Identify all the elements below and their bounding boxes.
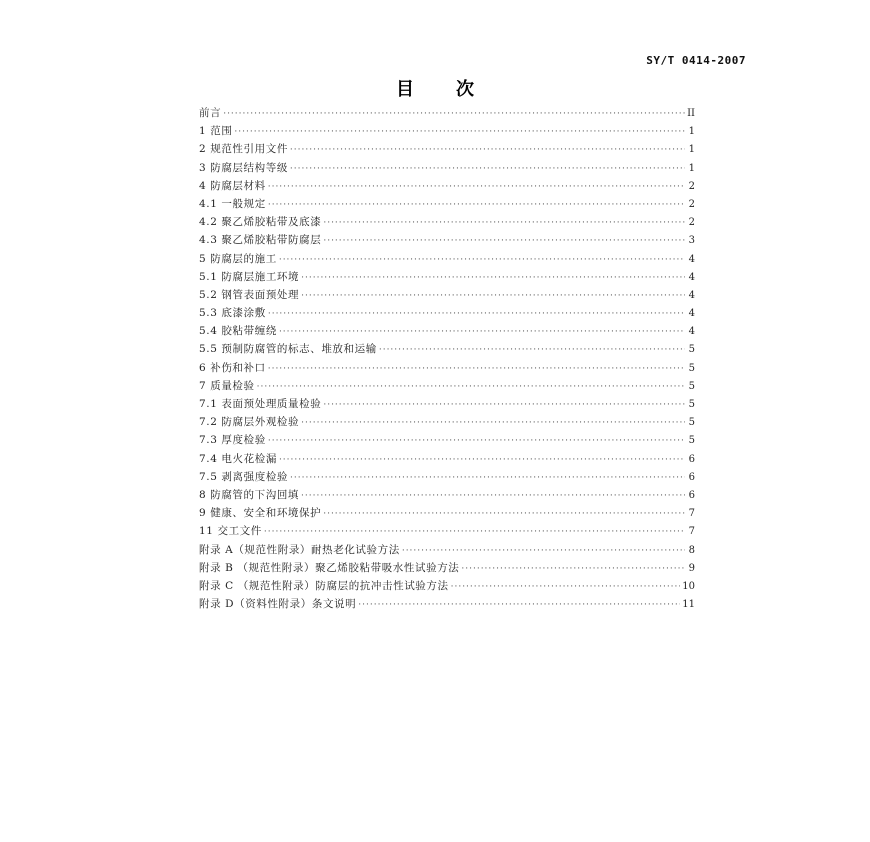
toc-entry (199, 340, 695, 358)
toc-entry-label: 8 防腐管的下沟回填 (199, 488, 300, 501)
toc-entry-page: II (687, 108, 695, 119)
toc-title-char-1: 目 (396, 79, 414, 100)
toc-entry (199, 250, 695, 268)
toc-entry (199, 504, 695, 522)
toc-dot-leader (279, 251, 685, 269)
toc-dot-leader (323, 396, 685, 414)
toc-entry-label: 附录 A（规范性附录）耐热老化试验方法 (199, 543, 400, 556)
toc-entry-page: 4 (688, 308, 695, 320)
toc-dot-leader (279, 323, 685, 341)
toc-entry (199, 231, 695, 249)
toc-entry (199, 140, 695, 158)
toc-entry-label: 附录 B （规范性附录）聚乙烯胶粘带吸水性试验方法 (199, 561, 460, 574)
toc-entry-label: 4.2 聚乙烯胶粘带及底漆 (199, 216, 322, 229)
toc-entry-page: 3 (688, 235, 695, 247)
toc-entry-label: 7.4 电火花检漏 (199, 452, 277, 465)
toc-entry-page: 4 (688, 326, 695, 338)
toc-entry-label: 2 规范性引用文件 (199, 143, 288, 156)
toc-dot-leader (358, 596, 680, 614)
toc-entry (199, 177, 695, 195)
toc-entry-page: 10 (682, 580, 695, 592)
toc-entry (199, 431, 695, 449)
toc-entry-page: 8 (688, 544, 695, 556)
toc-entry (199, 486, 695, 504)
toc-entry-page: 1 (688, 126, 695, 138)
toc-entry-label: 11 交工文件 (199, 525, 262, 538)
toc-entry-page: 4 (688, 253, 695, 265)
toc-entry-page: 11 (682, 599, 695, 611)
toc-dot-leader (264, 523, 685, 541)
toc-title-char-2: 次 (456, 79, 474, 100)
toc-entry-label: 4 防腐层材料 (199, 179, 266, 192)
toc-entry (199, 159, 695, 177)
toc-entry-label: 5.4 胶粘带缠绕 (199, 325, 277, 338)
toc-entry-page: 5 (688, 399, 695, 410)
toc-dot-leader (268, 178, 685, 196)
toc-entry-label: 附录 D（资料性附录）条文说明 (199, 598, 357, 611)
toc-dot-leader (379, 341, 685, 359)
toc-entry (199, 104, 695, 122)
toc-entry-label: 9 健康、安全和环境保护 (199, 507, 322, 520)
toc-entry-page: 2 (688, 217, 695, 229)
toc-dot-leader (301, 269, 685, 287)
toc-entry-page: 5 (688, 344, 695, 356)
toc-entry (199, 395, 695, 413)
toc-dot-leader (301, 287, 685, 305)
toc-entry-label: 5.2 钢管表面预处理 (199, 288, 300, 301)
toc-entry (199, 413, 695, 431)
toc-entry (199, 322, 695, 340)
toc-entry (199, 122, 695, 140)
toc-entry-page: 7 (688, 508, 695, 520)
toc-entry-label: 1 范围 (199, 125, 233, 138)
toc-dot-leader (268, 360, 685, 378)
toc-entry (199, 541, 695, 559)
toc-entry-page: 6 (688, 453, 695, 465)
toc-entry-label: 4.3 聚乙烯胶粘带防腐层 (199, 234, 322, 247)
toc-dot-leader (279, 451, 685, 469)
toc-entry-page: 5 (688, 417, 695, 429)
toc-dot-leader (268, 432, 685, 450)
toc-entry-page: 9 (688, 562, 695, 574)
toc-entry (199, 213, 695, 231)
toc-entry (199, 359, 695, 377)
toc-entry-label: 7.1 表面预处理质量检验 (199, 398, 322, 410)
toc-dot-leader (323, 505, 685, 523)
toc-dot-leader (257, 378, 685, 396)
toc-dot-leader (301, 414, 685, 432)
toc-entry-page: 2 (688, 180, 695, 192)
toc-entry (199, 195, 695, 213)
standard-code: SY/T 0414-2007 (646, 54, 746, 67)
toc-entry-label: 前言 (199, 107, 222, 119)
toc-entry (199, 268, 695, 286)
toc-entry-page: 1 (688, 162, 695, 174)
toc-entry (199, 522, 695, 540)
toc-dot-leader (301, 487, 685, 505)
toc-entry-page: 2 (688, 198, 695, 210)
toc-dot-leader (290, 469, 685, 487)
toc-entry (199, 577, 695, 595)
toc-dot-leader (234, 123, 685, 141)
toc-dot-leader (402, 542, 685, 560)
toc-entry-label: 5.5 预制防腐管的标志、堆放和运输 (199, 343, 377, 356)
toc-entry-label: 7 质量检验 (199, 379, 255, 392)
toc-entry-label: 7.2 防腐层外观检验 (199, 416, 300, 429)
toc-entry-page: 1 (688, 144, 695, 156)
toc-dot-leader (268, 196, 685, 214)
toc-dot-leader (323, 214, 685, 232)
toc-entry-label: 7.3 厚度检验 (199, 434, 266, 447)
toc-entry (199, 595, 695, 613)
toc-dot-leader (223, 105, 685, 123)
toc-entry-label: 附录 C （规范性附录）防腐层的抗冲击性试验方法 (199, 579, 449, 592)
toc-entry-label: 5.3 底漆涂敷 (199, 307, 266, 320)
toc-entry-page: 4 (688, 289, 695, 301)
toc-dot-leader (451, 578, 681, 596)
toc-entry-page: 5 (688, 380, 695, 392)
toc-title (0, 75, 870, 101)
toc-dot-leader (461, 560, 685, 578)
toc-entry-page: 6 (688, 489, 695, 501)
toc-entry (199, 304, 695, 322)
toc-entry-label: 4.1 一般规定 (199, 197, 266, 210)
toc-entry-label: 5.1 防腐层施工环境 (199, 270, 300, 283)
toc-entry-label: 7.5 剥离强度检验 (199, 470, 289, 483)
toc-dot-leader (290, 141, 685, 159)
toc-entry-label: 6 补伤和补口 (199, 361, 266, 374)
toc-dot-leader (268, 305, 685, 323)
toc-entry-label: 5 防腐层的施工 (199, 252, 277, 265)
toc-list (199, 104, 695, 613)
toc-entry (199, 377, 695, 395)
toc-entry-page: 4 (688, 271, 695, 283)
toc-entry-page: 7 (688, 526, 695, 538)
toc-entry (199, 450, 695, 468)
toc-entry-page: 5 (688, 435, 695, 447)
toc-entry (199, 286, 695, 304)
toc-entry (199, 468, 695, 486)
toc-entry (199, 559, 695, 577)
toc-entry-page: 5 (688, 362, 695, 374)
toc-entry-label: 3 防腐层结构等级 (199, 161, 288, 174)
toc-dot-leader (323, 232, 685, 250)
toc-entry-page: 6 (688, 471, 695, 483)
toc-dot-leader (290, 160, 685, 178)
